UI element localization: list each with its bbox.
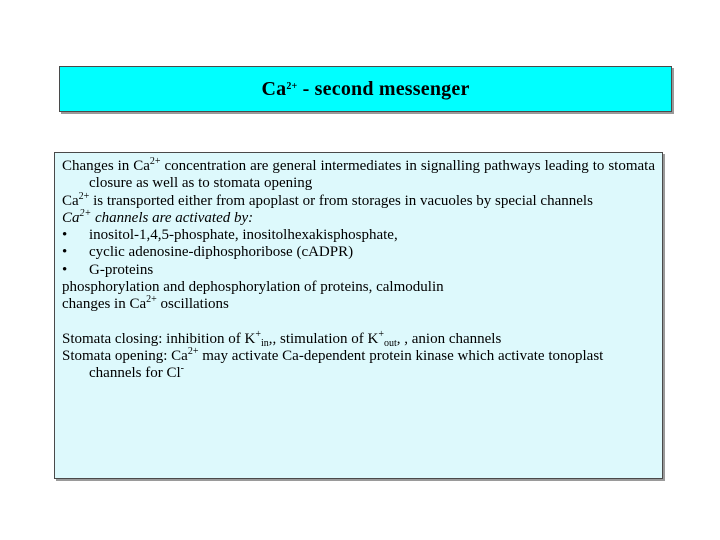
- superscript: 2+: [146, 294, 157, 306]
- superscript: 2+: [149, 156, 161, 167]
- text-run: oscillations: [156, 296, 229, 313]
- bullet-marker: •: [62, 227, 68, 244]
- spacer: [62, 314, 655, 331]
- text-run: Stomata closing: inhibition of K: [62, 330, 256, 347]
- text-run: concentration are general intermediates in signalling pathways leading to stomata closure as well as to stomata opening: [89, 158, 655, 192]
- text-run: is transported either from apoplast or from storages in vacuoles by special channels: [89, 192, 593, 209]
- title-box: [59, 66, 672, 112]
- superscript: -: [180, 363, 184, 375]
- text-run: changes in Ca: [62, 296, 147, 313]
- bullet-marker: •: [62, 244, 68, 261]
- paragraph-stomata-closing: [62, 328, 655, 349]
- text-run: Stomata opening: Ca: [62, 347, 188, 364]
- subscript: in: [260, 337, 269, 349]
- text-run: Ca: [62, 209, 80, 226]
- text-run: , , anion channels: [396, 330, 502, 347]
- text-run: Changes in Ca: [62, 158, 150, 174]
- text-run: may activate Ca-dependent protein kinase which activate tonoplast channels for Cl: [89, 347, 604, 382]
- superscript: 2+: [78, 190, 90, 202]
- paragraph-phosphorylation: phosphorylation and dephosphorylation of proteins, calmodulin: [62, 279, 444, 296]
- text-run: ,, stimulation of K: [268, 330, 379, 347]
- paragraph-stomata-opening: [62, 345, 655, 383]
- superscript: 2+: [187, 345, 199, 357]
- title-suffix: - second messenger: [297, 77, 470, 100]
- text-run: channels are activated by:: [91, 209, 254, 226]
- paragraph-channel-activation: [62, 207, 655, 227]
- bullet-text: G-proteins: [89, 261, 154, 278]
- superscript: +: [378, 328, 384, 340]
- title-superscript: 2+: [286, 80, 298, 92]
- slide-title: [261, 78, 469, 101]
- paragraph-calcium-transport: [62, 190, 655, 210]
- title-prefix: Ca: [261, 77, 287, 100]
- bullet-item: [62, 227, 655, 244]
- paragraph-calcium-changes: [62, 158, 655, 193]
- bullet-item: [62, 244, 655, 261]
- bullet-text: inositol-1,4,5-phosphate, inositolhexakisphosphate,: [89, 227, 398, 244]
- bullet-item: [62, 262, 655, 279]
- bullet-marker: •: [62, 261, 68, 278]
- paragraph-oscillations: [62, 296, 655, 313]
- text-run: Ca: [62, 192, 79, 209]
- bullet-text: cyclic adenosine-diphosphoribose (cADPR): [89, 244, 354, 261]
- content-box: [54, 152, 663, 479]
- superscript: 2+: [79, 207, 92, 219]
- subscript: out: [383, 337, 397, 349]
- superscript: +: [255, 328, 261, 340]
